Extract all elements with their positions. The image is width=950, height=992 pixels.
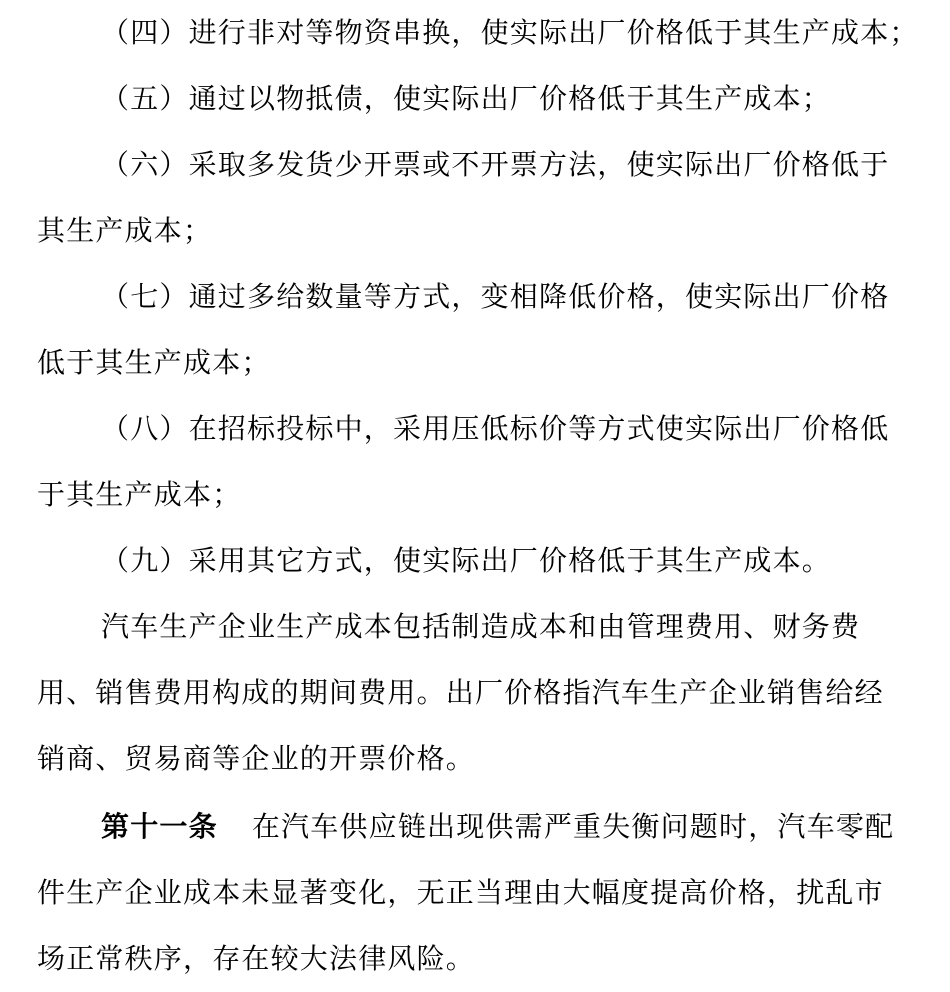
item-7-line-1: （七）通过多给数量等方式，变相降低价格，使实际出厂价格 <box>101 280 890 313</box>
article-11-line-1 <box>101 794 894 860</box>
article-11-text: 在汽车供应链出现供需严重失衡问题时，汽车零配 <box>251 810 895 843</box>
item-5-line-1: （五）通过以物抵债，使实际出厂价格低于其生产成本； <box>101 82 832 115</box>
item-6-line-2: 其生产成本； <box>37 214 213 247</box>
article-heading: 第十一条 <box>101 810 218 843</box>
item-9-line-1: （九）采用其它方式，使实际出厂价格低于其生产成本。 <box>101 544 832 577</box>
article-11-line-2: 件生产企业成本未显著变化，无正当理由大幅度提高价格，扰乱市 <box>37 876 884 909</box>
definition-line-1: 汽车生产企业生产成本包括制造成本和由管理费用、财务费 <box>101 610 861 643</box>
item-8-line-2: 于其生产成本； <box>37 478 242 511</box>
item-8-line-1: （八）在招标投标中，采用压低标价等方式使实际出厂价格低 <box>101 412 890 445</box>
item-6-line-1: （六）采取多发货少开票或不开票方法，使实际出厂价格低于 <box>101 148 890 181</box>
item-4-line-1: （四）进行非对等物资串换，使实际出厂价格低于其生产成本； <box>101 16 919 49</box>
article-11-line-3: 场正常秩序，存在较大法律风险。 <box>37 942 476 975</box>
definition-line-3: 销商、贸易商等企业的开票价格。 <box>37 742 476 775</box>
definition-line-2: 用、销售费用构成的期间费用。出厂价格指汽车生产企业销售给经 <box>37 676 884 709</box>
item-7-line-2: 低于其生产成本； <box>37 346 271 379</box>
